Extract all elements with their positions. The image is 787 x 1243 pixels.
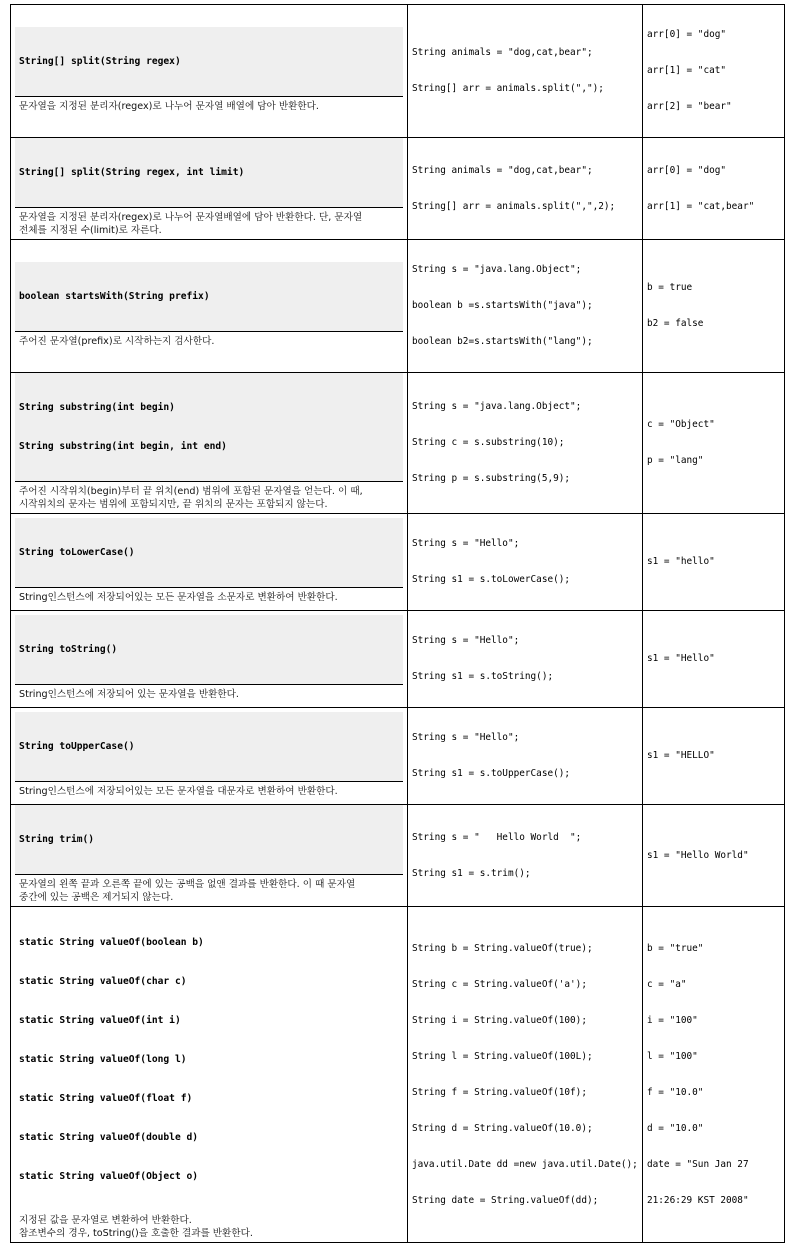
method-cell [11,138,408,240]
example-result: b = true b2 = false [643,240,785,373]
method-explanation: String인스턴스에 저장되어 있는 문자열을 반환한다. [19,689,239,700]
method-cell [11,805,408,907]
method-cell [11,373,408,514]
example-result: arr[0] = "dog" arr[1] = "cat,bear" [643,138,785,240]
table-row [11,373,785,514]
method-signature: String toUpperCase() [15,712,403,782]
table-row [11,805,785,907]
method-signature: boolean startsWith(String prefix) [15,262,403,332]
example-code: String animals = "dog,cat,bear"; String[] arr = animals.split(","); [408,5,643,138]
example-code: String s = " Hello World "; String s1 = s.trim(); [408,805,643,907]
example-code: String animals = "dog,cat,bear"; String[] arr = animals.split(",",2); [408,138,643,240]
method-explanation: 지정된 값을 문자열로 변환하여 반환한다. 참조변수의 경우, toString()을 호출한 결과를 반환한다. [19,1215,253,1239]
example-result: s1 = "Hello World" [643,805,785,907]
method-explanation: 문자열을 지정된 분리자(regex)로 나누어 문자열배열에 담아 반환한다. 단, 문자열 전체를 지정된 수(limit)로 자른다. [19,212,363,236]
method-explanation: 문자열의 왼쪽 끝과 오른쪽 끝에 있는 공백을 없앤 결과를 반환한다. 이 때 문자열 중간에 있는 공백은 제거되지 않는다. [19,879,356,903]
example-result: arr[0] = "dog" arr[1] = "cat" arr[2] = "bear" [643,5,785,138]
method-cell [11,514,408,611]
example-result: s1 = "hello" [643,514,785,611]
example-result: s1 = "HELLO" [643,708,785,805]
method-cell [11,240,408,373]
example-result: b = "true" c = "a" i = "100" l = "100" f = "10.0" d = "10.0" date = "Sun Jan 27 21:26:29 KST 2008" [643,907,785,1243]
method-cell [11,907,408,1243]
method-explanation: String인스턴스에 저장되어있는 모든 문자열을 소문자로 변환하여 반환한다. [19,592,338,603]
method-signature: String toLowerCase() [15,518,403,588]
string-methods-table [10,4,785,1243]
method-cell [11,708,408,805]
method-explanation: 주어진 시작위치(begin)부터 끝 위치(end) 범위에 포함된 문자열을 얻는다. 이 때, 시작위치의 문자는 범위에 포함되지만, 끝 위치의 문자는 포함되지 않는다. [19,486,363,510]
method-signature: String substring(int begin) String substring(int begin, int end) [15,373,403,482]
table-row [11,240,785,373]
method-signature: String[] split(String regex, int limit) [15,138,403,208]
method-signature: static String valueOf(boolean b) static String valueOf(char c) static String valueOf(int i) static String valueOf(long l) static String valueOf(float f) static String valueOf(double d) static String valueOf(Object o) [15,907,403,1211]
method-signature: String toString() [15,615,403,685]
method-cell [11,611,408,708]
method-explanation: String인스턴스에 저장되어있는 모든 문자열을 대문자로 변환하여 반환한다. [19,786,338,797]
example-result: s1 = "Hello" [643,611,785,708]
table-row [11,138,785,240]
method-cell [11,5,408,138]
example-code: String b = String.valueOf(true); String c = String.valueOf('a'); String i = String.valueOf(100); String l = String.valueOf(100L); String f = String.valueOf(10f); String d = String.valueOf(10.0); java.util.Date dd =new java.util.Date(); String date = String.valueOf(dd); [408,907,643,1243]
table-row [11,611,785,708]
method-explanation: 주어진 문자열(prefix)로 시작하는지 검사한다. [19,336,215,347]
method-explanation: 문자열을 지정된 분리자(regex)로 나누어 문자열 배열에 담아 반환한다. [19,101,319,112]
table-row [11,907,785,1243]
example-code: String s = "java.lang.Object"; boolean b =s.startsWith("java"); boolean b2=s.startsWith("lang"); [408,240,643,373]
example-code: String s = "Hello"; String s1 = s.toLowerCase(); [408,514,643,611]
example-code: String s = "Hello"; String s1 = s.toString(); [408,611,643,708]
table-row [11,708,785,805]
method-signature: String[] split(String regex) [15,27,403,97]
table-row [11,514,785,611]
table-row [11,5,785,138]
method-signature: String trim() [15,805,403,875]
example-code: String s = "java.lang.Object"; String c = s.substring(10); String p = s.substring(5,9); [408,373,643,514]
example-result: c = "Object" p = "lang" [643,373,785,514]
example-code: String s = "Hello"; String s1 = s.toUpperCase(); [408,708,643,805]
